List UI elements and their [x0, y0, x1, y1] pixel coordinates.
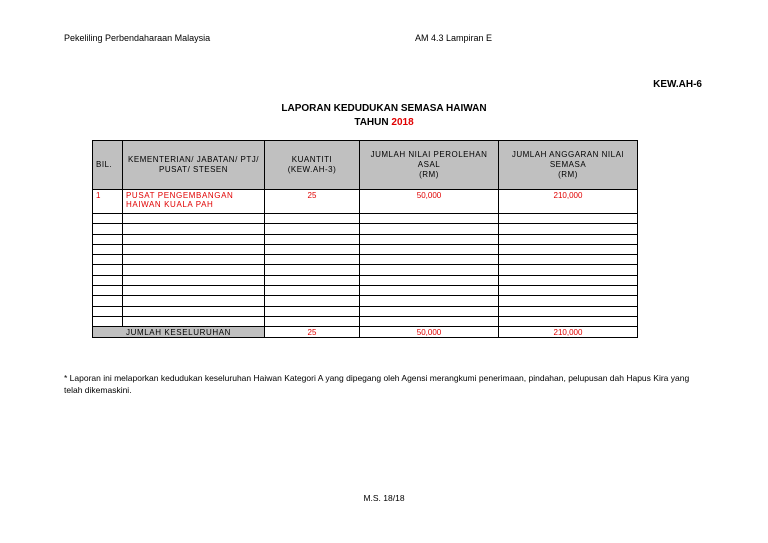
report-table: [92, 140, 638, 338]
empty-cell: [123, 214, 265, 224]
empty-cell: [265, 255, 360, 265]
header-unit: KEMENTERIAN/ JABATAN/ PTJ/ PUSAT/ STESEN: [123, 141, 265, 190]
empty-cell: [499, 275, 638, 285]
empty-cell: [123, 244, 265, 254]
empty-cell: [123, 255, 265, 265]
empty-cell: [265, 296, 360, 306]
empty-cell: [360, 286, 499, 296]
cell-bil: 1: [93, 190, 123, 214]
empty-cell: [123, 316, 265, 326]
empty-cell: [123, 286, 265, 296]
total-current-value: 210,000: [499, 327, 638, 338]
table-row-empty: [93, 255, 638, 265]
table-row-empty: [93, 244, 638, 254]
appendix-reference: AM 4.3 Lampiran E: [415, 33, 493, 43]
empty-cell: [360, 224, 499, 234]
empty-cell: [265, 265, 360, 275]
empty-cell: [499, 286, 638, 296]
header-bil: BIL.: [93, 141, 123, 190]
header-quantity: [265, 141, 360, 190]
empty-cell: [93, 255, 123, 265]
empty-cell: [360, 265, 499, 275]
table-row-empty: [93, 265, 638, 275]
empty-cell: [93, 306, 123, 316]
empty-cell: [93, 234, 123, 244]
empty-cell: [93, 286, 123, 296]
report-year: 2018: [391, 117, 414, 128]
report-title: LAPORAN KEDUDUKAN SEMASA HAIWAN: [281, 103, 487, 114]
header-current-value: [499, 141, 638, 190]
empty-cell: [499, 214, 638, 224]
header-quantity-line2: (KEW.AH-3): [287, 165, 337, 174]
header-quantity-line1: KUANTITI: [291, 155, 333, 164]
empty-cell: [499, 316, 638, 326]
empty-cell: [499, 296, 638, 306]
table-row-empty: [93, 214, 638, 224]
empty-cell: [123, 296, 265, 306]
table-row-empty: [93, 275, 638, 285]
empty-cell: [499, 244, 638, 254]
total-original-value: 50,000: [360, 327, 499, 338]
empty-cell: [93, 214, 123, 224]
empty-cell: [265, 286, 360, 296]
empty-cell: [265, 306, 360, 316]
report-year-line: [0, 117, 768, 128]
empty-cell: [123, 265, 265, 275]
empty-cell: [499, 255, 638, 265]
empty-cell: [499, 306, 638, 316]
empty-cell: [265, 224, 360, 234]
table-row: [93, 190, 638, 214]
empty-cell: [93, 244, 123, 254]
empty-cell: [123, 224, 265, 234]
empty-cell: [499, 234, 638, 244]
header-current-value-line2: SEMASA: [549, 160, 587, 169]
header-original-value: [360, 141, 499, 190]
table-header-row: [93, 141, 638, 190]
empty-cell: [123, 234, 265, 244]
header-original-value-line3: (RM): [419, 170, 439, 179]
empty-cell: [93, 275, 123, 285]
empty-cell: [360, 214, 499, 224]
empty-cell: [265, 214, 360, 224]
empty-cell: [499, 224, 638, 234]
cell-original-value: 50,000: [360, 190, 499, 214]
year-prefix: TAHUN: [354, 117, 389, 128]
empty-cell: [93, 224, 123, 234]
table-row-empty: [93, 316, 638, 326]
empty-cell: [93, 296, 123, 306]
empty-cell: [360, 255, 499, 265]
cell-quantity: 25: [265, 190, 360, 214]
empty-cell: [360, 306, 499, 316]
empty-cell: [93, 316, 123, 326]
table-row-empty: [93, 286, 638, 296]
table-row-empty: [93, 296, 638, 306]
empty-cell: [360, 244, 499, 254]
table-row-empty: [93, 306, 638, 316]
total-label: JUMLAH KESELURUHAN: [93, 327, 265, 338]
cell-unit: PUSAT PENGEMBANGAN HAIWAN KUALA PAH: [123, 190, 265, 214]
cell-current-value: 210,000: [499, 190, 638, 214]
circular-title: Pekeliling Perbendaharaan Malaysia: [64, 33, 211, 43]
empty-cell: [360, 234, 499, 244]
empty-cell: [265, 244, 360, 254]
form-code: KEW.AH-6: [653, 79, 702, 90]
empty-cell: [93, 265, 123, 275]
table-row-empty: [93, 224, 638, 234]
empty-cell: [265, 234, 360, 244]
total-quantity: 25: [265, 327, 360, 338]
empty-cell: [499, 265, 638, 275]
header-current-value-line1: JUMLAH ANGGARAN NILAI: [511, 150, 625, 159]
report-note: * Laporan ini melaporkan kedudukan keseluruhan Haiwan Kategori A yang dipegang oleh Agensi merangkumi penerimaan, pindahan, pelupusan dah Hapus Kira yang telah dikemaskini.: [64, 373, 690, 395]
header-current-value-line3: (RM): [558, 170, 578, 179]
empty-cell: [360, 316, 499, 326]
table-row-empty: [93, 234, 638, 244]
empty-cell: [123, 275, 265, 285]
total-row: [93, 327, 638, 338]
empty-cell: [265, 316, 360, 326]
empty-cell: [123, 306, 265, 316]
page-number: M.S. 18/18: [363, 493, 405, 503]
empty-cell: [360, 296, 499, 306]
empty-cell: [265, 275, 360, 285]
header-original-value-line2: ASAL: [417, 160, 441, 169]
header-original-value-line1: JUMLAH NILAI PEROLEHAN: [370, 150, 488, 159]
empty-cell: [360, 275, 499, 285]
